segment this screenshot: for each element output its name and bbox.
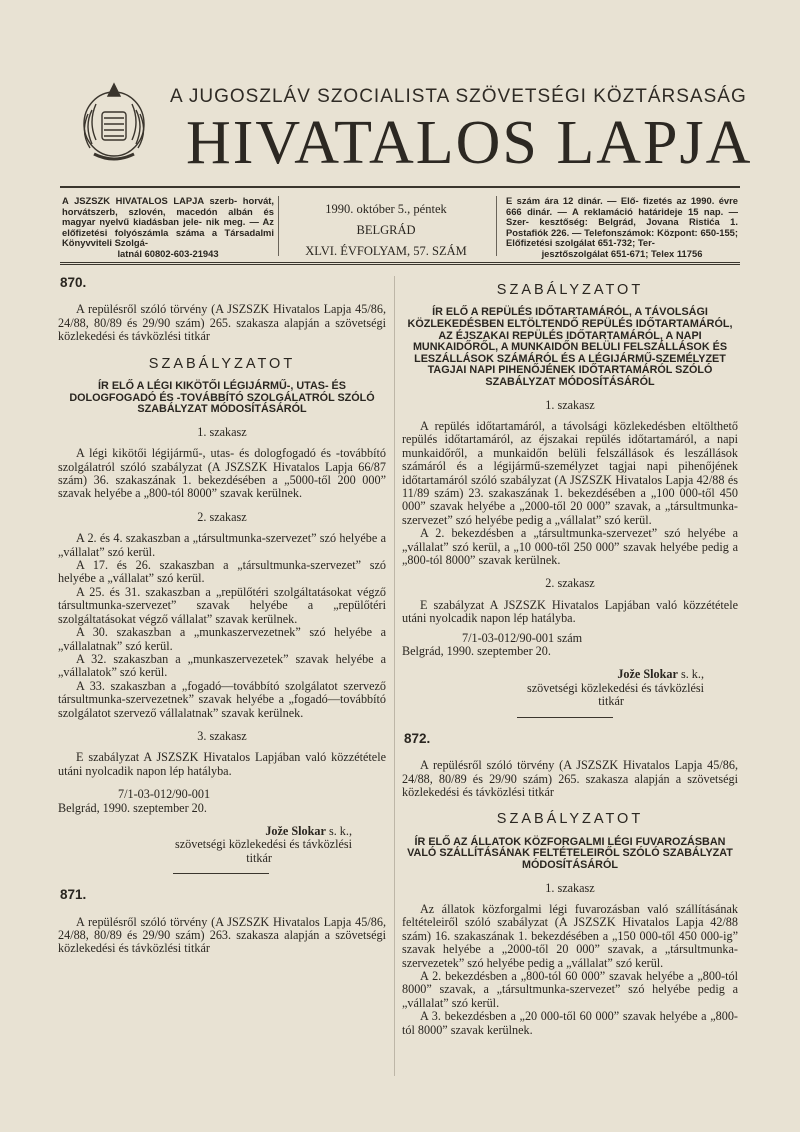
issue-info — [286, 199, 486, 262]
section-text: A 2. bekezdésben a „társultmunka-szervezet” szó helyébe a „vállalat” szó kerül, a „10 000-től 250 000” szavak helyébe pedig a „800-tól 8000” szavak kerülnek. — [402, 526, 738, 568]
info-line: 650-155; Előfizetési szolgálat 651-732; Ter- — [506, 226, 738, 249]
info-line: nik meg. — Az előfizetési folyószámla — [62, 216, 274, 238]
price-info — [506, 196, 738, 260]
section-title: 2. szakasz — [197, 509, 247, 524]
issue-number: XLVI. ÉVFOLYAM, 57. SZÁM — [305, 244, 467, 258]
signer-name: Jože Slokar — [617, 667, 678, 682]
signer-role: szövetségi közlekedési és távközlési — [175, 837, 352, 852]
info-line: reklamáció határideje 15 nap. — Szer- — [506, 205, 738, 228]
info-line: horvát, horvátszerb, szlovén, macedón — [62, 195, 275, 217]
issue-city: BELGRÁD — [356, 223, 416, 237]
act-number: 871. — [60, 887, 87, 903]
act-number: 872. — [404, 730, 431, 746]
act-heading: SZABÁLYZATOT — [496, 811, 644, 828]
info-line: Postafiók 226. — Telefonszámok: Központ: — [506, 226, 698, 238]
section-text: A 25. és 31. szakaszban a „repülőtéri szolgáltatásokat végző társultmunka-szervezet” szavak helyébe a „repülőtéri szolgáltatásokat végző vállalat” szavak kerülnek. — [58, 584, 386, 626]
info-line: száma a Társadalmi Könyvviteli Szolgá- — [62, 226, 274, 249]
signing-date: Belgrád, 1990. szeptember 20. — [402, 644, 551, 659]
masthead-rule — [60, 186, 740, 188]
reference-number: 7/1-03-012/90-001 szám — [462, 630, 583, 645]
act-preamble: A repülésről szóló törvény (A JSZSZK Hivatalos Lapja 45/86, 24/88, 80/89 és 29/90 szám) 265. szakasza alapján a szövetségi közlekedési és távközlési titkár — [402, 758, 738, 799]
act-heading: SZABÁLYZATOT — [496, 282, 644, 298]
section-text: E szabályzat A JSZSZK Hivatalos Lapjában való közzététele utáni nyolcadik napon lép hatályba. — [58, 750, 386, 778]
section-text: A 2. és 4. szakaszban a „társultmunka-szervezet” szó helyébe a „vállalat” szó kerül. — [58, 531, 386, 559]
section-text: A 3. bekezdésben a „20 000-től 60 000” szavak helyébe a „800-tól 8000” szavak kerülnek. — [402, 1009, 738, 1037]
section-text: E szabályzat A JSZSZK Hivatalos Lapjában való közzététele utáni nyolcadik napon lép hatályba. — [402, 597, 738, 626]
section-text: A 33. szakaszban a „fogadó—továbbító szolgálatot szervező társultmunka-szervezetnek” szavak helyébe a „fogadó—továbbító szolgálatot szervező vállalatnak” szavak kerülnek. — [58, 678, 386, 720]
masthead-title: HIVATALOS LAPJA — [186, 109, 753, 177]
right-column — [402, 276, 738, 1037]
signer-role: titkár — [598, 694, 624, 709]
info-divider — [496, 196, 497, 256]
section-text: Az állatok közforgalmi légi fuvarozásban való szállításának feltételeiről szóló szabályzat (A JSZSZK Hivatalos Lapja 42/88 szám) 16. szakaszának 1. bekezdésében a „150 000-től 450 000-ig” szavak helyébe a „2000-től 20 000” szavak, a „társultmunka-szervezetek” szó helyébe pedig a „vállalat” szó kerül. — [402, 901, 738, 970]
act-preamble: A repülésről szóló törvény (A JSZSZK Hivatalos Lapja 45/86, 24/88, 80/89 és 29/90 szám) 265. szakasza alapján a szövetségi közlekedési és távközlési titkár — [58, 302, 386, 344]
signature-block — [58, 825, 386, 865]
info-line: fizetés az 1990. évre 666 dinár. — A — [506, 195, 738, 217]
masthead-subtitle: A JUGOSZLÁV SZOCIALISTA SZÖVETSÉGI KÖZTÁRSASÁG — [170, 86, 747, 107]
act-heading: SZABÁLYZATOT — [148, 355, 296, 372]
left-column — [58, 276, 386, 956]
info-line: albán és magyar nyelvű kiadásban jele- — [62, 205, 274, 228]
issue-date: 1990. október 5., péntek — [325, 202, 447, 216]
signer-role: titkár — [246, 850, 272, 865]
signer-role: szövetségi közlekedési és távközlési — [527, 680, 704, 695]
section-title: 2. szakasz — [545, 576, 595, 591]
info-line: A JSZSZK HIVATALOS LAPJA szerb- — [62, 195, 238, 206]
section-text: A 17. és 26. szakaszban a „társultmunka-szervezet” szó helyébe a „vállalat” szó kerül. — [58, 558, 386, 586]
section-text: A 2. bekezdésben a „800-tól 60 000” szavak helyébe a „800-tól 8000” szavak, a „társultmunka-szervezet” szó helyébe pedig a „vállalat” szó kerül. — [402, 968, 738, 1010]
reference-number: 7/1-03-012/90-001 — [118, 787, 211, 802]
act-subtitle: ÍR ELŐ AZ ÁLLATOK KÖZFORGALMI LÉGI FUVAROZÁSBAN VALÓ SZÁLLÍTÁSÁNAK FELTÉTELEIRŐL SZÓLÓ SZABÁLYZAT MÓDOSÍTÁSÁRÓL — [407, 835, 733, 871]
separator-rule — [517, 717, 613, 718]
signer-suffix: s. k., — [325, 823, 352, 838]
section-title: 1. szakasz — [197, 424, 247, 439]
act-subtitle: ÍR ELŐ A LÉGI KIKÖTŐI LÉGIJÁRMŰ-, UTAS- ÉS DOLOGFOGADÓ ÉS -TOVÁBBÍTÓ SZOLGÁLATRÓL SZÓLÓ SZABÁLYZAT MÓDOSÍTÁSÁRÓL — [69, 380, 375, 416]
signer-suffix: s. k., — [677, 667, 704, 682]
section-text: A légi kikötői légijármű-, utas- és dologfogadó és -továbbító szolgálatról szóló szabályzat (A JSZSZK Hivatalos Lapja 66/87 szám) 36. szakaszának 1. bekezdésében a „5000-től 200 000” szavak helyébe a „800-tól 8000” szavak kerülnek. — [58, 446, 386, 501]
section-title: 1. szakasz — [545, 880, 595, 895]
header-rule — [60, 262, 740, 265]
info-line: E szám ára 12 dinár. — Elő- — [506, 195, 639, 206]
info-line: latnál 60802-603-21943 — [117, 247, 219, 259]
section-text: A 30. szakaszban a „munkaszervezetnek” szó helyébe a „vállalatnak” szó kerül. — [58, 625, 386, 653]
column-divider — [394, 276, 395, 1076]
info-line: kesztőség: Belgrád, Jovana Ristića 1. — [539, 216, 738, 228]
signing-date: Belgrád, 1990. szeptember 20. — [58, 800, 207, 815]
act-preamble: A repülésről szóló törvény (A JSZSZK Hivatalos Lapja 45/86, 24/88, 80/89 és 29/90 szám) 263. szakasza alapján a szövetségi közlekedési és távközlési titkár — [58, 914, 386, 956]
separator-rule — [173, 873, 269, 874]
info-line: jesztőszolgálat 651-671; Telex 11756 — [541, 247, 703, 259]
act-subtitle: ÍR ELŐ A REPÜLÉS IDŐTARTAMÁRÓL, A TÁVOLSÁGI KÖZLEKEDÉSBEN ELTÖLTENDŐ REPÜLÉS IDŐTARTAMÁRÓL, AZ ÉJSZAKAI REPÜLÉS IDŐTARTAMÁRÓL, A NAPI MUNKAIDŐRŐL, A MUNKAIDŐN BELÜLI FELSZÁLLÁSOK ÉS LESZÁLLÁSOK SZÁMÁRÓL ÉS A LÉGIJÁRMŰ-SZEMÉLYZET TAGJAI NAPI PIHENŐJÉNEK IDŐTARTAMÁRÓL SZÓLÓ SZABÁLYZAT MÓDOSÍTÁSÁRÓL — [407, 306, 733, 388]
signature-block — [402, 668, 738, 708]
section-title: 1. szakasz — [545, 397, 595, 412]
publication-info — [62, 196, 274, 260]
state-emblem-icon — [68, 74, 160, 166]
info-divider — [278, 196, 279, 256]
signer-name: Jože Slokar — [265, 823, 326, 838]
section-title: 3. szakasz — [197, 728, 247, 743]
section-text: A 32. szakaszban a „munkaszervezetek” szavak helyébe a „vállalatok” szó kerül. — [58, 651, 386, 680]
section-text: A repülés időtartamáról, a távolsági közlekedésben eltölthető repülés időtartamáról, az éjszakai repülés időtartamáról, a napi munkaidőről, a munkaidőn belüli felszállások és leszállások számáról és a légijármű-személyzet tagjai napi pihenőjének időtartamáról szóló szabályzat (A JSZSZK Hivatalos Lapja 42/88 és 11/89 szám) 23. szakaszának 1. bekezdésében a „100 000-től 450 000” szavak helyébe a „2000-től 20 000” szavak, a „társultmunka-szervezet” szó helyébe pedig a „vállalat” szó kerül. — [402, 418, 738, 527]
act-number: 870. — [60, 275, 87, 290]
